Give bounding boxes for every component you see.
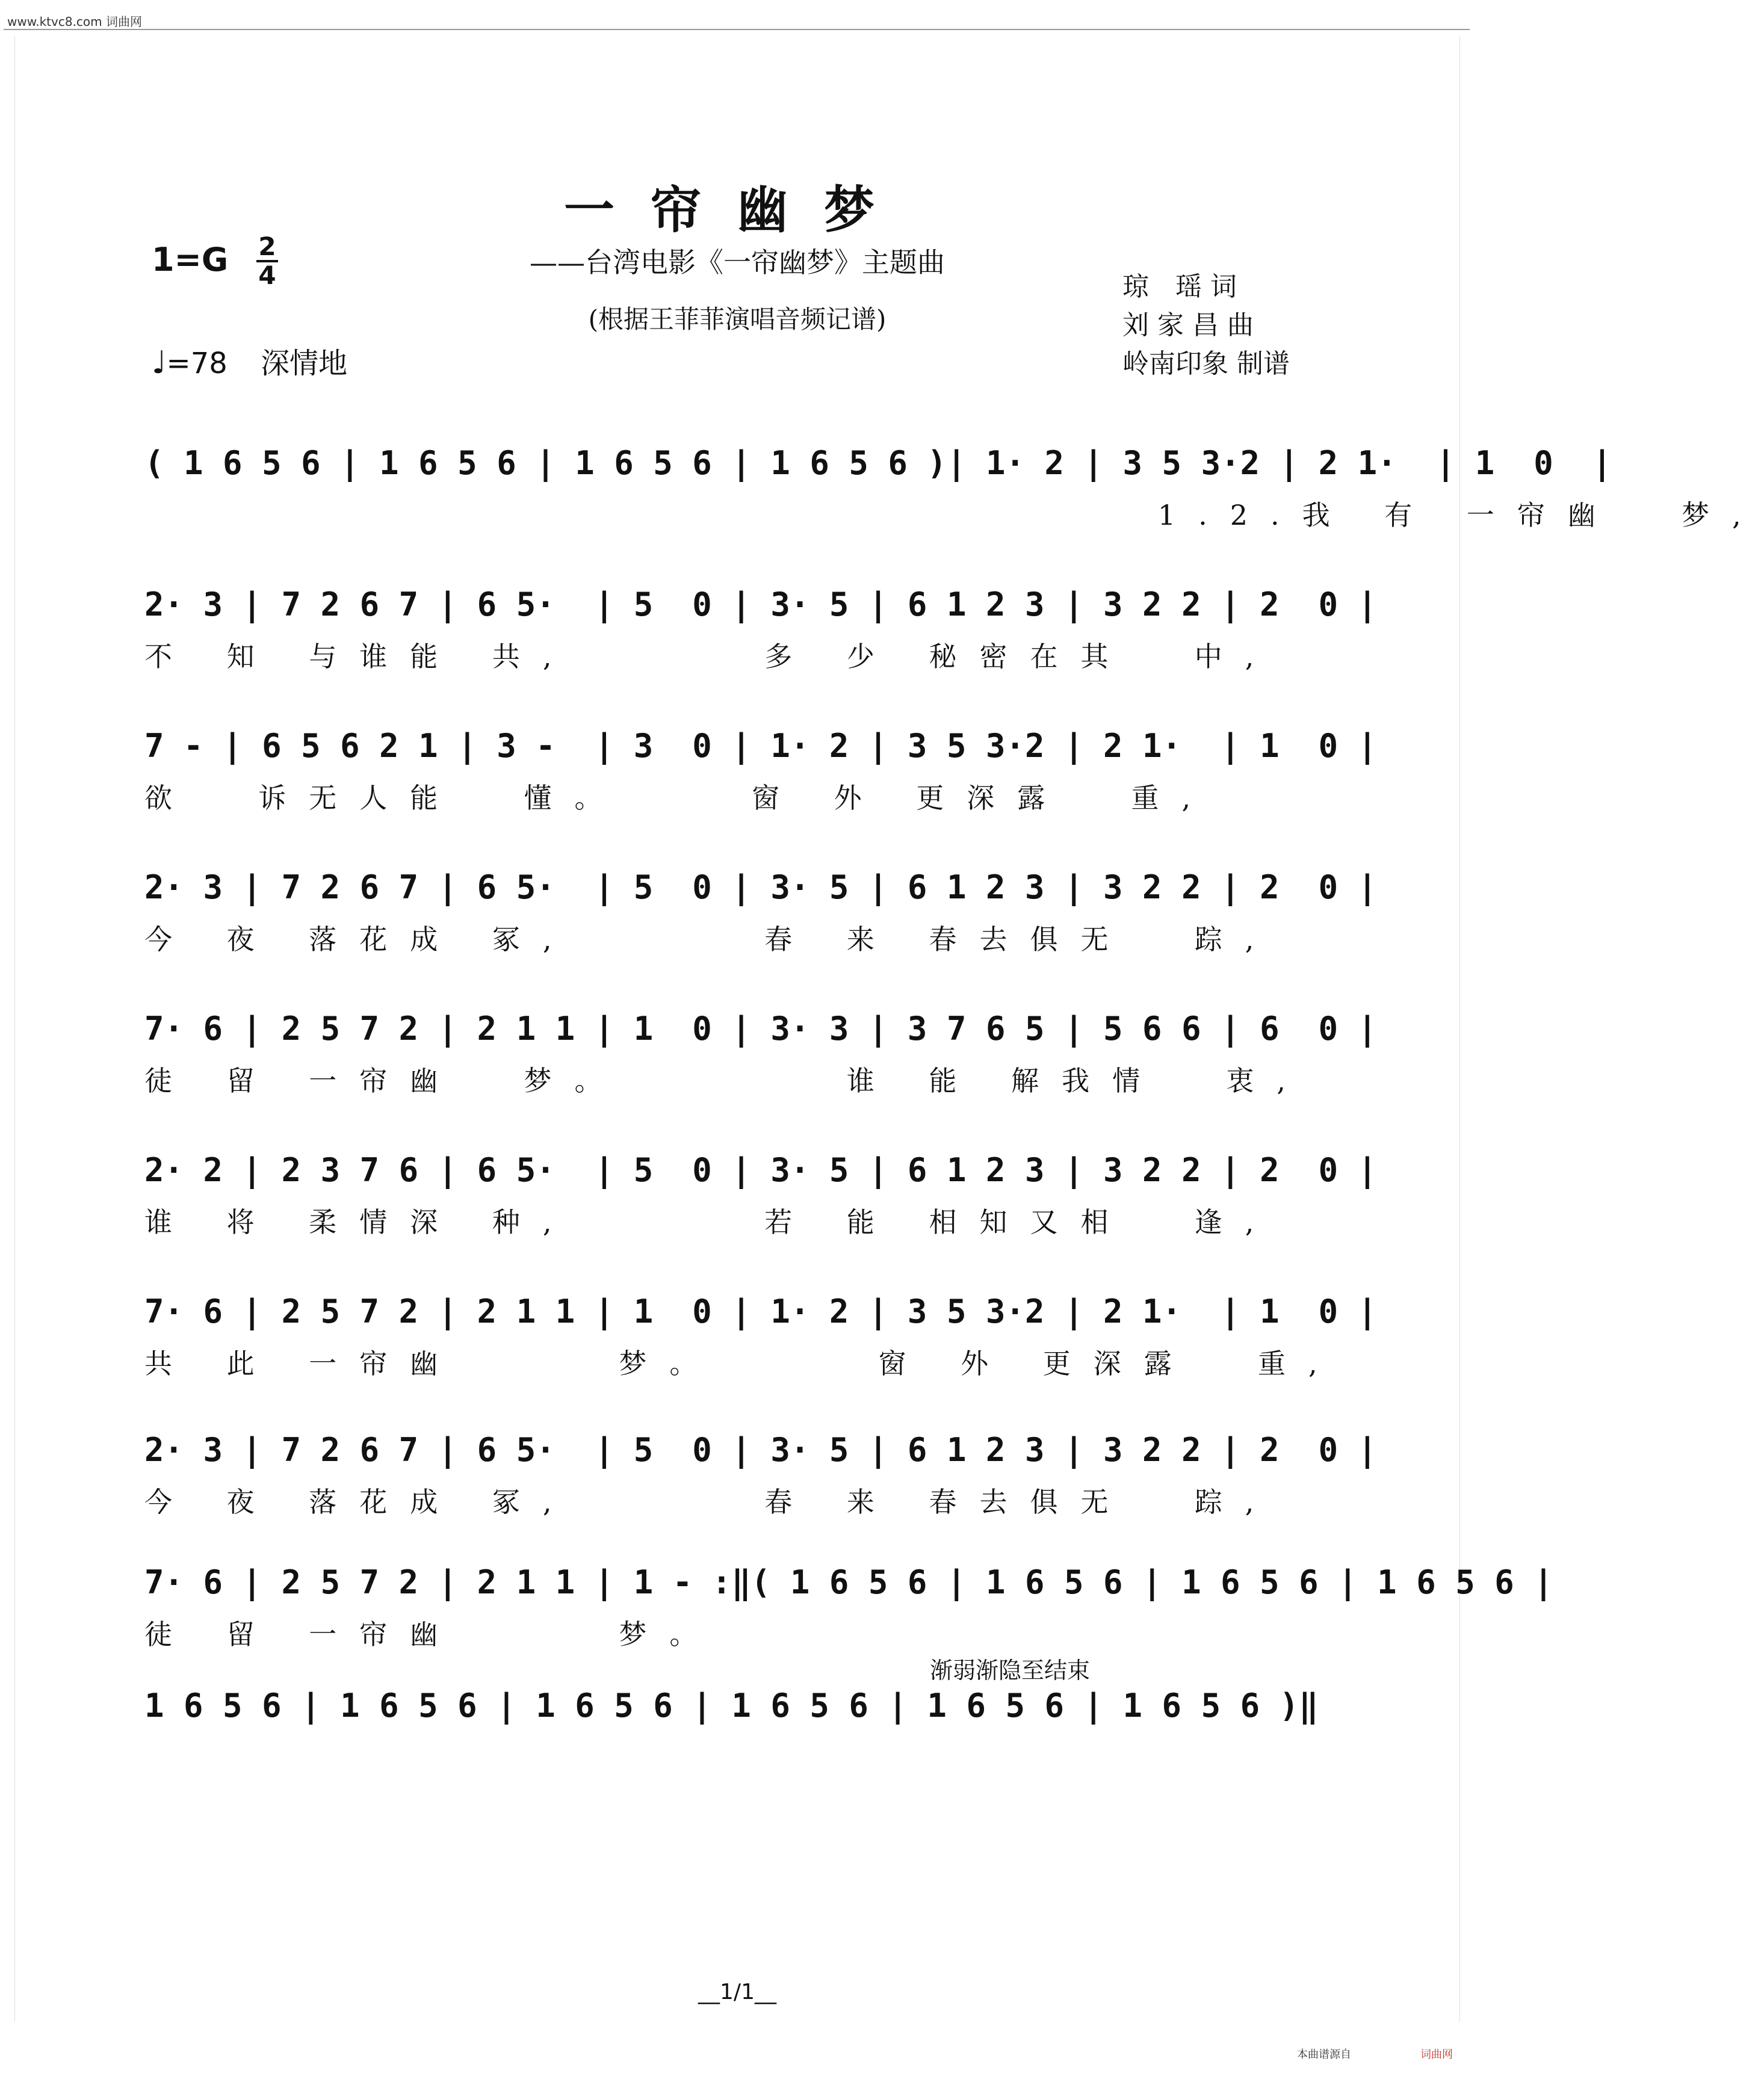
- notation-line: 7· 6 | 2 5 7 2 | 2 1 1 | 1 - :‖( 1 6 5 6 | 1 6 5 6 | 1 6 5 6 | 1 6 5 6 |: [144, 1563, 1553, 1601]
- lyrics-line: 1.2.我 有 一帘幽 梦,: [144, 499, 1764, 531]
- dynamics-note: 渐弱渐隐至结束: [930, 1657, 1091, 1684]
- lyrics-line: 徒 留 一帘幽 梦。 谁 能 解我情 衷,: [144, 1064, 1308, 1097]
- lyrics-line: 欲 诉无人能 懂。 窗 外 更深露 重,: [144, 782, 1214, 814]
- key-signature: 1=G: [152, 241, 229, 279]
- page-number: __1/1__: [698, 1980, 776, 2004]
- score-row: [144, 1420, 1378, 1518]
- score-row: [144, 1552, 1553, 1651]
- score-row: [144, 575, 1378, 673]
- footer-source: 本曲谱源自: [1297, 2048, 1351, 2061]
- notation-line: 2· 3 | 7 2 6 7 | 6 5· | 5 0 | 3· 5 | 6 1 2 3 | 3 2 2 | 2 0 |: [144, 1431, 1378, 1469]
- lyrics-line: 今 夜 落花成 冢, 春 来 春去俱无 踪,: [144, 923, 1277, 956]
- transcription-note: (根据王菲菲演唱音频记谱): [588, 304, 887, 334]
- notation-line: ( 1 6 5 6 | 1 6 5 6 | 1 6 5 6 | 1 6 5 6 )| 1· 2 | 3 5 3·2 | 2 1· | 1 0 |: [144, 444, 1612, 482]
- time-top: 2: [258, 232, 276, 261]
- score-row: [144, 716, 1378, 814]
- lyrics-line: 今 夜 落花成 冢, 春 来 春去俱无 踪,: [144, 1486, 1277, 1518]
- lyricist: 琼 瑶 词: [1122, 271, 1237, 302]
- score-row: [144, 433, 1764, 531]
- song-subtitle: ——台湾电影《一帘幽梦》主题曲: [530, 246, 945, 279]
- notation-line: 2· 2 | 2 3 7 6 | 6 5· | 5 0 | 3· 5 | 6 1 2 3 | 3 2 2 | 2 0 |: [144, 1151, 1378, 1189]
- score-row: [144, 1282, 1378, 1380]
- lyrics-line: 不 知 与谁能 共, 多 少 秘密在其 中,: [144, 640, 1277, 673]
- song-title: 一帘幽梦: [563, 180, 911, 239]
- notation-line: 7 - | 6 5 6 2 1 | 3 - | 3 0 | 1· 2 | 3 5 3·2 | 2 1· | 1 0 |: [144, 727, 1378, 765]
- time-bottom: 4: [258, 261, 276, 290]
- lyrics-line: 谁 将 柔情深 种, 若 能 相知又相 逢,: [144, 1206, 1277, 1238]
- score-row: [144, 999, 1378, 1097]
- notation-line: 2· 3 | 7 2 6 7 | 6 5· | 5 0 | 3· 5 | 6 1 2 3 | 3 2 2 | 2 0 |: [144, 585, 1378, 623]
- quarter-note-icon: ♩: [152, 345, 167, 381]
- notation-line: 7· 6 | 2 5 7 2 | 2 1 1 | 1 0 | 3· 3 | 3 7 6 5 | 5 6 6 | 6 0 |: [144, 1010, 1378, 1048]
- lyrics-line: 共 此 一帘幽 梦。 窗 外 更深露 重,: [144, 1347, 1340, 1380]
- arranger: 岭南印象 制谱: [1122, 348, 1290, 379]
- score-row: [144, 1676, 1330, 1760]
- notation-line: 1 6 5 6 | 1 6 5 6 | 1 6 5 6 | 1 6 5 6 | 1 6 5 6 | 1 6 5 6 )‖: [144, 1687, 1319, 1725]
- score-row: [144, 857, 1378, 956]
- site-header: [4, 5, 1470, 30]
- composer: 刘 家 昌 曲: [1122, 310, 1254, 341]
- credits: [1122, 268, 1290, 383]
- notation-line: 2· 3 | 7 2 6 7 | 6 5· | 5 0 | 3· 5 | 6 1 2 3 | 3 2 2 | 2 0 |: [144, 868, 1378, 906]
- notation-line: 7· 6 | 2 5 7 2 | 2 1 1 | 1 0 | 1· 2 | 3 5 3·2 | 2 1· | 1 0 |: [144, 1293, 1378, 1330]
- lyrics-line: 徒 留 一帘幽 梦。: [144, 1618, 720, 1651]
- footer-site-logo[interactable]: 词曲网: [1420, 2048, 1453, 2061]
- tempo-marking: [152, 340, 347, 382]
- tempo-value: =78: [166, 347, 227, 380]
- tempo-mood: 深情地: [261, 347, 348, 380]
- score-row: [144, 1140, 1378, 1238]
- time-signature: [256, 232, 278, 290]
- site-url[interactable]: www.ktvc8.com 词曲网: [7, 14, 143, 29]
